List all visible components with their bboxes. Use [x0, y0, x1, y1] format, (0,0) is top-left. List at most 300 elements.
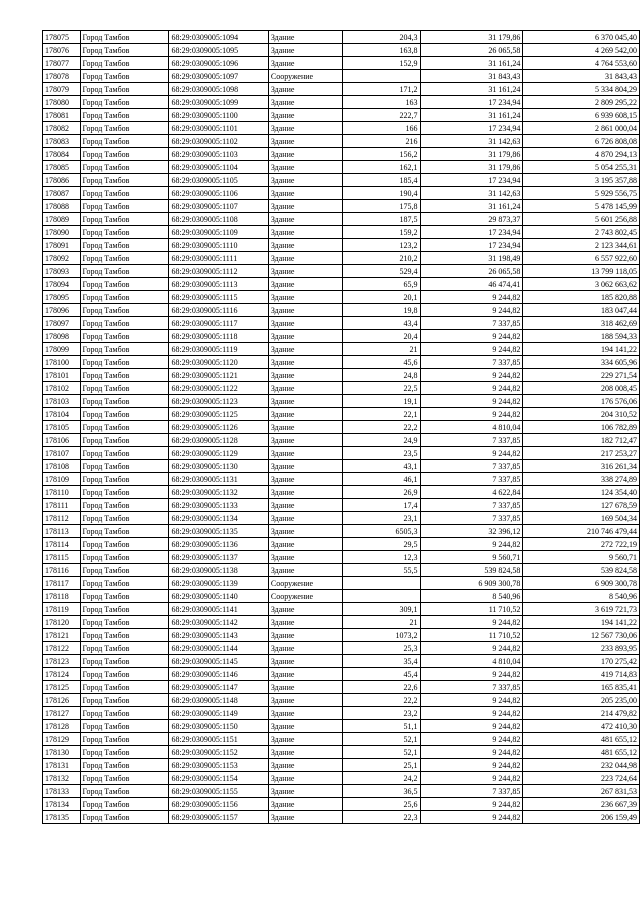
unit-cost-cell: 9 244,82: [420, 395, 523, 408]
cadastral-value-cell: 232 044,98: [523, 759, 640, 772]
city-cell: Город Тамбов: [80, 187, 169, 200]
unit-cost-cell: 31 179,86: [420, 148, 523, 161]
city-cell: Город Тамбов: [80, 746, 169, 759]
object-type-cell: Здание: [268, 304, 342, 317]
cadastral-number-cell: 68:29:0309005:1105: [169, 174, 268, 187]
city-cell: Город Тамбов: [80, 720, 169, 733]
object-type-cell: Здание: [268, 512, 342, 525]
cadastral-value-cell: 6 909 300,78: [523, 577, 640, 590]
row-number-cell: 178082: [43, 122, 81, 135]
city-cell: Город Тамбов: [80, 304, 169, 317]
object-type-cell: Здание: [268, 174, 342, 187]
unit-cost-cell: 4 622,84: [420, 486, 523, 499]
cadastral-value-cell: 5 478 145,99: [523, 200, 640, 213]
cadastral-value-cell: 194 141,22: [523, 616, 640, 629]
row-number-cell: 178098: [43, 330, 81, 343]
city-cell: Город Тамбов: [80, 642, 169, 655]
unit-cost-cell: 7 337,85: [420, 473, 523, 486]
cadastral-number-cell: 68:29:0309005:1094: [169, 31, 268, 44]
object-type-cell: Здание: [268, 811, 342, 824]
unit-cost-cell: 31 161,24: [420, 109, 523, 122]
area-cell: 29,5: [343, 538, 420, 551]
cadastral-number-cell: 68:29:0309005:1122: [169, 382, 268, 395]
row-number-cell: 178109: [43, 473, 81, 486]
cadastral-value-cell: 3 062 663,62: [523, 278, 640, 291]
cadastral-number-cell: 68:29:0309005:1135: [169, 525, 268, 538]
cadastral-value-cell: 208 008,45: [523, 382, 640, 395]
cadastral-value-cell: 223 724,64: [523, 772, 640, 785]
unit-cost-cell: 9 244,82: [420, 759, 523, 772]
object-type-cell: Здание: [268, 733, 342, 746]
table-row: [43, 96, 640, 109]
row-number-cell: 178127: [43, 707, 81, 720]
cadastral-number-cell: 68:29:0309005:1157: [169, 811, 268, 824]
cadastral-number-cell: 68:29:0309005:1099: [169, 96, 268, 109]
area-cell: 22,6: [343, 681, 420, 694]
unit-cost-cell: 9 244,82: [420, 772, 523, 785]
cadastral-value-cell: 31 843,43: [523, 70, 640, 83]
table-row: [43, 720, 640, 733]
cadastral-number-cell: 68:29:0309005:1119: [169, 343, 268, 356]
city-cell: Город Тамбов: [80, 499, 169, 512]
object-type-cell: Здание: [268, 330, 342, 343]
cadastral-value-cell: 2 809 295,22: [523, 96, 640, 109]
object-type-cell: Здание: [268, 720, 342, 733]
area-cell: 210,2: [343, 252, 420, 265]
cadastral-number-cell: 68:29:0309005:1123: [169, 395, 268, 408]
cadastral-value-cell: 205 235,00: [523, 694, 640, 707]
area-cell: 22,5: [343, 382, 420, 395]
unit-cost-cell: 9 244,82: [420, 369, 523, 382]
area-cell: 43,1: [343, 460, 420, 473]
city-cell: Город Тамбов: [80, 603, 169, 616]
cadastral-value-cell: 3 619 721,73: [523, 603, 640, 616]
cadastral-number-cell: 68:29:0309005:1107: [169, 200, 268, 213]
cadastral-value-cell: 4 764 553,60: [523, 57, 640, 70]
object-type-cell: Здание: [268, 96, 342, 109]
table-row: [43, 525, 640, 538]
table-row: [43, 668, 640, 681]
cadastral-value-cell: 185 820,88: [523, 291, 640, 304]
row-number-cell: 178118: [43, 590, 81, 603]
area-cell: 45,6: [343, 356, 420, 369]
object-type-cell: Здание: [268, 369, 342, 382]
cadastral-value-cell: 2 123 344,61: [523, 239, 640, 252]
city-cell: Город Тамбов: [80, 213, 169, 226]
table-row: [43, 135, 640, 148]
row-number-cell: 178107: [43, 447, 81, 460]
city-cell: Город Тамбов: [80, 694, 169, 707]
row-number-cell: 178101: [43, 369, 81, 382]
table-row: [43, 564, 640, 577]
unit-cost-cell: 7 337,85: [420, 512, 523, 525]
area-cell: [343, 70, 420, 83]
unit-cost-cell: 17 234,94: [420, 96, 523, 109]
area-cell: 529,4: [343, 265, 420, 278]
unit-cost-cell: 9 244,82: [420, 798, 523, 811]
area-cell: 185,4: [343, 174, 420, 187]
unit-cost-cell: 8 540,96: [420, 590, 523, 603]
object-type-cell: Сооружение: [268, 590, 342, 603]
table-row: [43, 31, 640, 44]
row-number-cell: 178090: [43, 226, 81, 239]
cadastral-value-cell: 539 824,58: [523, 564, 640, 577]
table-row: [43, 486, 640, 499]
city-cell: Город Тамбов: [80, 31, 169, 44]
table-row: [43, 83, 640, 96]
area-cell: 51,1: [343, 720, 420, 733]
object-type-cell: Здание: [268, 499, 342, 512]
row-number-cell: 178092: [43, 252, 81, 265]
area-cell: 187,5: [343, 213, 420, 226]
cadastral-value-cell: 5 601 256,88: [523, 213, 640, 226]
cadastral-value-cell: 267 831,53: [523, 785, 640, 798]
row-number-cell: 178081: [43, 109, 81, 122]
unit-cost-cell: 31 843,43: [420, 70, 523, 83]
area-cell: 22,1: [343, 408, 420, 421]
cadastral-value-cell: 481 655,12: [523, 733, 640, 746]
city-cell: Город Тамбов: [80, 265, 169, 278]
object-type-cell: Здание: [268, 772, 342, 785]
table-row: [43, 44, 640, 57]
object-type-cell: Здание: [268, 798, 342, 811]
unit-cost-cell: 9 244,82: [420, 343, 523, 356]
cadastral-number-cell: 68:29:0309005:1145: [169, 655, 268, 668]
unit-cost-cell: 7 337,85: [420, 356, 523, 369]
unit-cost-cell: 29 873,37: [420, 213, 523, 226]
row-number-cell: 178096: [43, 304, 81, 317]
table-row: [43, 798, 640, 811]
cadastral-number-cell: 68:29:0309005:1110: [169, 239, 268, 252]
cadastral-number-cell: 68:29:0309005:1141: [169, 603, 268, 616]
cadastral-number-cell: 68:29:0309005:1149: [169, 707, 268, 720]
cadastral-value-cell: 217 253,27: [523, 447, 640, 460]
object-type-cell: Здание: [268, 109, 342, 122]
row-number-cell: 178085: [43, 161, 81, 174]
object-type-cell: Здание: [268, 603, 342, 616]
city-cell: Город Тамбов: [80, 473, 169, 486]
row-number-cell: 178111: [43, 499, 81, 512]
area-cell: 26,9: [343, 486, 420, 499]
row-number-cell: 178119: [43, 603, 81, 616]
cadastral-number-cell: 68:29:0309005:1130: [169, 460, 268, 473]
area-cell: 23,2: [343, 707, 420, 720]
cadastral-number-cell: 68:29:0309005:1136: [169, 538, 268, 551]
cadastral-value-cell: 2 861 000,04: [523, 122, 640, 135]
table-row: [43, 265, 640, 278]
row-number-cell: 178116: [43, 564, 81, 577]
table-row: [43, 551, 640, 564]
table-row: [43, 629, 640, 642]
object-type-cell: Здание: [268, 434, 342, 447]
table-row: [43, 499, 640, 512]
cadastral-number-cell: 68:29:0309005:1101: [169, 122, 268, 135]
cadastral-value-cell: 183 047,44: [523, 304, 640, 317]
object-type-cell: Здание: [268, 31, 342, 44]
cadastral-value-cell: 5 929 556,75: [523, 187, 640, 200]
table-row: [43, 421, 640, 434]
area-cell: 19,8: [343, 304, 420, 317]
row-number-cell: 178112: [43, 512, 81, 525]
cadastral-value-cell: 229 271,54: [523, 369, 640, 382]
area-cell: [343, 590, 420, 603]
city-cell: Город Тамбов: [80, 460, 169, 473]
city-cell: Город Тамбов: [80, 551, 169, 564]
table-row: [43, 707, 640, 720]
area-cell: 309,1: [343, 603, 420, 616]
area-cell: 216: [343, 135, 420, 148]
cadastral-value-cell: 214 479,82: [523, 707, 640, 720]
object-type-cell: Здание: [268, 447, 342, 460]
cadastral-number-cell: 68:29:0309005:1121: [169, 369, 268, 382]
cadastral-value-cell: 5 334 804,29: [523, 83, 640, 96]
table-row: [43, 811, 640, 824]
row-number-cell: 178134: [43, 798, 81, 811]
table-row: [43, 252, 640, 265]
city-cell: Город Тамбов: [80, 70, 169, 83]
table-row: [43, 681, 640, 694]
area-cell: 222,7: [343, 109, 420, 122]
cadastral-value-cell: 6 726 808,08: [523, 135, 640, 148]
object-type-cell: Здание: [268, 785, 342, 798]
city-cell: Город Тамбов: [80, 161, 169, 174]
cadastral-value-cell: 334 605,96: [523, 356, 640, 369]
table-row: [43, 343, 640, 356]
city-cell: Город Тамбов: [80, 629, 169, 642]
cadastral-value-cell: 176 576,06: [523, 395, 640, 408]
area-cell: 17,4: [343, 499, 420, 512]
table-row: [43, 772, 640, 785]
table-row: [43, 109, 640, 122]
area-cell: 20,4: [343, 330, 420, 343]
cadastral-value-cell: 318 462,69: [523, 317, 640, 330]
object-type-cell: Здание: [268, 707, 342, 720]
row-number-cell: 178124: [43, 668, 81, 681]
area-cell: 1073,2: [343, 629, 420, 642]
cadastral-number-cell: 68:29:0309005:1155: [169, 785, 268, 798]
row-number-cell: 178091: [43, 239, 81, 252]
object-type-cell: Здание: [268, 278, 342, 291]
row-number-cell: 178125: [43, 681, 81, 694]
city-cell: Город Тамбов: [80, 577, 169, 590]
unit-cost-cell: 31 179,86: [420, 31, 523, 44]
object-type-cell: Здание: [268, 343, 342, 356]
city-cell: Город Тамбов: [80, 369, 169, 382]
area-cell: [343, 577, 420, 590]
city-cell: Город Тамбов: [80, 148, 169, 161]
object-type-cell: Здание: [268, 265, 342, 278]
city-cell: Город Тамбов: [80, 57, 169, 70]
unit-cost-cell: 4 810,04: [420, 421, 523, 434]
city-cell: Город Тамбов: [80, 382, 169, 395]
cadastral-value-cell: 4 269 542,00: [523, 44, 640, 57]
area-cell: 35,4: [343, 655, 420, 668]
cadastral-number-cell: 68:29:0309005:1128: [169, 434, 268, 447]
unit-cost-cell: 9 244,82: [420, 330, 523, 343]
table-row: [43, 642, 640, 655]
cadastral-value-cell: 106 782,89: [523, 421, 640, 434]
table-row: [43, 434, 640, 447]
object-type-cell: Здание: [268, 551, 342, 564]
row-number-cell: 178120: [43, 616, 81, 629]
city-cell: Город Тамбов: [80, 434, 169, 447]
cadastral-value-cell: 6 939 608,15: [523, 109, 640, 122]
city-cell: Город Тамбов: [80, 343, 169, 356]
cadastral-number-cell: 68:29:0309005:1153: [169, 759, 268, 772]
unit-cost-cell: 4 810,04: [420, 655, 523, 668]
unit-cost-cell: 9 244,82: [420, 408, 523, 421]
cadastral-value-cell: 194 141,22: [523, 343, 640, 356]
unit-cost-cell: 7 337,85: [420, 785, 523, 798]
city-cell: Город Тамбов: [80, 174, 169, 187]
cadastral-number-cell: 68:29:0309005:1133: [169, 499, 268, 512]
object-type-cell: Здание: [268, 486, 342, 499]
row-number-cell: 178110: [43, 486, 81, 499]
table-row: [43, 746, 640, 759]
row-number-cell: 178086: [43, 174, 81, 187]
table-row: [43, 655, 640, 668]
unit-cost-cell: 32 396,12: [420, 525, 523, 538]
city-cell: Город Тамбов: [80, 668, 169, 681]
unit-cost-cell: 539 824,58: [420, 564, 523, 577]
row-number-cell: 178076: [43, 44, 81, 57]
cadastral-value-cell: 182 712,47: [523, 434, 640, 447]
area-cell: 36,5: [343, 785, 420, 798]
cadastral-number-cell: 68:29:0309005:1142: [169, 616, 268, 629]
row-number-cell: 178123: [43, 655, 81, 668]
cadastral-number-cell: 68:29:0309005:1102: [169, 135, 268, 148]
table-row: [43, 759, 640, 772]
row-number-cell: 178113: [43, 525, 81, 538]
object-type-cell: Здание: [268, 525, 342, 538]
cadastral-number-cell: 68:29:0309005:1109: [169, 226, 268, 239]
area-cell: 24,8: [343, 369, 420, 382]
area-cell: 20,1: [343, 291, 420, 304]
object-type-cell: Здание: [268, 460, 342, 473]
object-type-cell: Здание: [268, 226, 342, 239]
unit-cost-cell: 9 244,82: [420, 668, 523, 681]
table-row: [43, 200, 640, 213]
row-number-cell: 178100: [43, 356, 81, 369]
cadastral-value-cell: 170 275,42: [523, 655, 640, 668]
cadastral-number-cell: 68:29:0309005:1108: [169, 213, 268, 226]
cadastral-number-cell: 68:29:0309005:1139: [169, 577, 268, 590]
table-row: [43, 460, 640, 473]
area-cell: 162,1: [343, 161, 420, 174]
row-number-cell: 178130: [43, 746, 81, 759]
cadastral-number-cell: 68:29:0309005:1113: [169, 278, 268, 291]
area-cell: 152,9: [343, 57, 420, 70]
area-cell: 22,2: [343, 421, 420, 434]
row-number-cell: 178078: [43, 70, 81, 83]
row-number-cell: 178114: [43, 538, 81, 551]
object-type-cell: Сооружение: [268, 70, 342, 83]
object-type-cell: Здание: [268, 57, 342, 70]
table-row: [43, 278, 640, 291]
area-cell: 23,1: [343, 512, 420, 525]
row-number-cell: 178122: [43, 642, 81, 655]
row-number-cell: 178079: [43, 83, 81, 96]
city-cell: Город Тамбов: [80, 330, 169, 343]
cadastral-number-cell: 68:29:0309005:1095: [169, 44, 268, 57]
cadastral-number-cell: 68:29:0309005:1144: [169, 642, 268, 655]
cadastral-value-cell: 165 835,41: [523, 681, 640, 694]
area-cell: 52,1: [343, 746, 420, 759]
table-row: [43, 733, 640, 746]
unit-cost-cell: 9 244,82: [420, 538, 523, 551]
row-number-cell: 178077: [43, 57, 81, 70]
area-cell: 25,3: [343, 642, 420, 655]
cadastral-number-cell: 68:29:0309005:1112: [169, 265, 268, 278]
unit-cost-cell: 7 337,85: [420, 317, 523, 330]
object-type-cell: Здание: [268, 655, 342, 668]
object-type-cell: Здание: [268, 642, 342, 655]
cadastral-value-cell: 127 678,59: [523, 499, 640, 512]
unit-cost-cell: 9 244,82: [420, 733, 523, 746]
unit-cost-cell: 9 244,82: [420, 447, 523, 460]
city-cell: Город Тамбов: [80, 655, 169, 668]
table-row: [43, 148, 640, 161]
object-type-cell: Здание: [268, 473, 342, 486]
area-cell: 22,2: [343, 694, 420, 707]
cadastral-number-cell: 68:29:0309005:1137: [169, 551, 268, 564]
object-type-cell: Здание: [268, 161, 342, 174]
object-type-cell: Здание: [268, 356, 342, 369]
city-cell: Город Тамбов: [80, 486, 169, 499]
unit-cost-cell: 9 560,71: [420, 551, 523, 564]
city-cell: Город Тамбов: [80, 525, 169, 538]
row-number-cell: 178095: [43, 291, 81, 304]
area-cell: 21: [343, 616, 420, 629]
area-cell: 45,4: [343, 668, 420, 681]
object-type-cell: Здание: [268, 200, 342, 213]
table-row: [43, 577, 640, 590]
city-cell: Город Тамбов: [80, 239, 169, 252]
unit-cost-cell: 17 234,94: [420, 239, 523, 252]
cadastral-table: [42, 30, 640, 824]
area-cell: 23,5: [343, 447, 420, 460]
unit-cost-cell: 9 244,82: [420, 707, 523, 720]
cadastral-value-cell: 188 594,33: [523, 330, 640, 343]
area-cell: 163,8: [343, 44, 420, 57]
cadastral-value-cell: 233 893,95: [523, 642, 640, 655]
cadastral-number-cell: 68:29:0309005:1140: [169, 590, 268, 603]
unit-cost-cell: 46 474,41: [420, 278, 523, 291]
table-row: [43, 603, 640, 616]
unit-cost-cell: 9 244,82: [420, 291, 523, 304]
cadastral-value-cell: 124 354,40: [523, 486, 640, 499]
table-row: [43, 395, 640, 408]
cadastral-number-cell: 68:29:0309005:1126: [169, 421, 268, 434]
city-cell: Город Тамбов: [80, 109, 169, 122]
cadastral-number-cell: 68:29:0309005:1154: [169, 772, 268, 785]
cadastral-number-cell: 68:29:0309005:1103: [169, 148, 268, 161]
area-cell: 55,5: [343, 564, 420, 577]
city-cell: Город Тамбов: [80, 512, 169, 525]
area-cell: 19,1: [343, 395, 420, 408]
row-number-cell: 178105: [43, 421, 81, 434]
table-row: [43, 512, 640, 525]
cadastral-number-cell: 68:29:0309005:1150: [169, 720, 268, 733]
row-number-cell: 178099: [43, 343, 81, 356]
city-cell: Город Тамбов: [80, 759, 169, 772]
table-row: [43, 473, 640, 486]
cadastral-value-cell: 6 370 045,40: [523, 31, 640, 44]
area-cell: 43,4: [343, 317, 420, 330]
cadastral-value-cell: 210 746 479,44: [523, 525, 640, 538]
area-cell: 159,2: [343, 226, 420, 239]
table-row: [43, 317, 640, 330]
